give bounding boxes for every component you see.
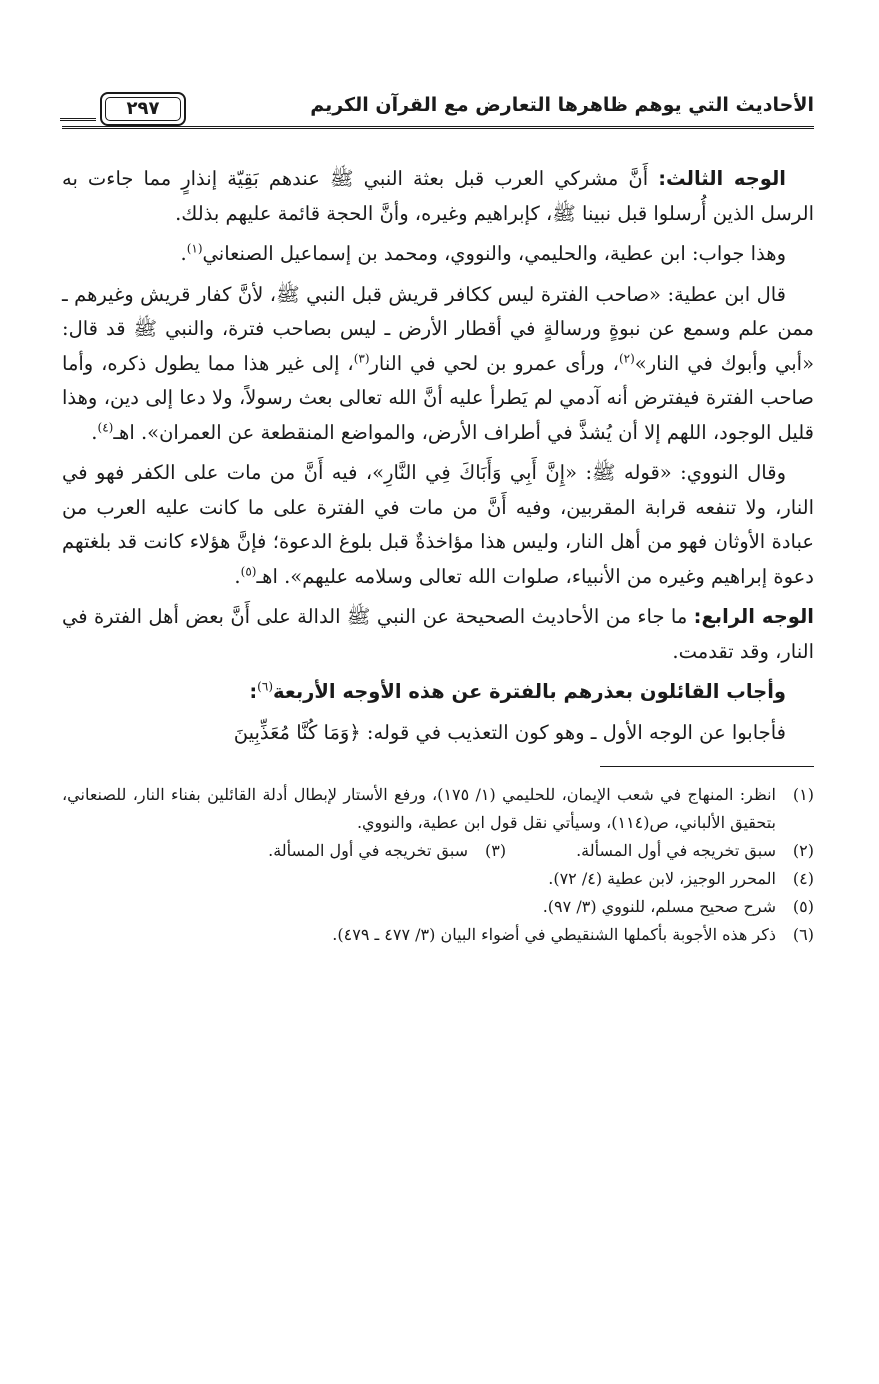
page-number: ٢٩٧	[126, 98, 160, 119]
nawawi-text: وقال النووي: «قوله ﷺ: «إِنَّ أَبِي وَأَبَاكَ فِي النَّارِ»، فيه أَنَّ من مات على الكفر فهو في النار، ولا تنفعه قرابة المقربين، وفيه أَنَّ من مات في الفترة على ما كانت عليه العرب من عبادة الأوثان فهو من أهل النار، وليس هذا مؤاخذةٌ قبل بلوغ الدعوة؛ فإنَّ هؤلاء كانت قد بلغتهم دعوة إبراهيم وغيره من الأنبياء، صلوات الله تعالى وسلامه عليهم». اهـ	[62, 461, 814, 588]
sentence-end: .	[234, 564, 241, 588]
sentence-end: .	[91, 420, 98, 444]
respondents-heading: وأجاب القائلون بعذرهم بالفترة عن هذه الأوجه الأربعة	[273, 680, 786, 703]
book-page	[62, 88, 814, 949]
header-left-rule	[60, 118, 96, 121]
fourth-aspect-heading: الوجه الرابع:	[693, 605, 814, 628]
footnote-text: سبق تخريجه في أول المسألة.	[576, 841, 776, 860]
paragraph-first-answer	[62, 716, 814, 751]
footnote-text: شرح صحيح مسلم، للنووي (٣/ ٩٧).	[542, 897, 776, 916]
ibn-atiyya-text-c: ، إلى غير هذا مما يطول ذكره، وأما صاحب الفترة فيفترض أنه آدمي لم يَطرأ عليه أنَّ الله تعالى بعث رسولاً، ولا دعا إلى دين، وهذا قليل الوجود، اللهم إلا أن يُشذَّ في أطراف الأرض، والمواضع المنقطعة عن العمران». اهـ	[62, 351, 814, 444]
paragraph-nawawi-quote	[62, 456, 814, 594]
footnote-number: (٢)	[792, 841, 814, 860]
footnote-number: (٣)	[484, 841, 507, 860]
page-number-box	[100, 92, 186, 126]
paragraph-fourth-aspect	[62, 600, 814, 669]
sentence-end: .	[180, 242, 187, 265]
paragraph-respondents-heading	[62, 675, 814, 710]
header-rule	[62, 126, 814, 129]
ibn-atiyya-text-b: ، ورأى عمرو بن لحي في النار	[369, 351, 619, 375]
footnote-3	[268, 837, 506, 865]
footnote-text: سبق تخريجه في أول المسألة.	[268, 841, 469, 860]
footnote-number: (٤)	[792, 869, 814, 888]
footnote-text: انظر: المنهاج في شعب الإيمان، للحليمي (١/ ١٧٥)، ورفع الأستار لإبطال أدلة القائلين بفناء النار، للصنعاني، بتحقيق الألباني، ص(١١٤)، وسيأتي نقل قول ابن عطية، والنووي.	[62, 785, 776, 832]
main-text	[62, 162, 814, 750]
footnote-5	[62, 893, 814, 921]
running-header	[62, 88, 814, 132]
footnote-separator	[600, 766, 814, 767]
footnote-6	[62, 921, 814, 949]
footnotes	[62, 781, 814, 949]
footnote-text: المحرر الوجيز، لابن عطية (٤/ ٧٢).	[548, 869, 776, 888]
footnote-ref-4[interactable]: (٤)	[97, 420, 114, 434]
third-aspect-text: أَنَّ مشركي العرب قبل بعثة النبي ﷺ عندهم بَقِيّة إنذارٍ مما جاءت به الرسل الذين أُرسلوا قبل نبينا ﷺ، كإبراهيم وغيره، وأنَّ الحجة قائمة عليهم بذلك.	[62, 167, 814, 225]
footnote-text: ذكر هذه الأجوبة بأكملها الشنقيطي في أضواء البيان (٣/ ٤٧٧ ـ ٤٧٩).	[332, 925, 776, 944]
fourth-aspect-text: ما جاء من الأحاديث الصحيحة عن النبي ﷺ الدالة على أَنَّ بعض أهل الفترة في النار، وقد تقدمت.	[62, 605, 814, 663]
ibn-atiyya-text-a: قال ابن عطية: «صاحب الفترة ليس ككافر قريش قبل النبي ﷺ، لأنَّ كفار قريش وغيرهم ـ ممن علم وسمع عن نبوةٍ ورسالةٍ في أقطار الأرض ـ ليس بصاحب فترة، والنبي ﷺ قد قال: «أبي وأبوك في النار»	[62, 282, 815, 375]
footnote-row-2-3	[62, 837, 814, 865]
paragraph-ibn-atiyya-quote	[62, 278, 814, 451]
footnote-4	[62, 865, 814, 893]
footnote-2	[576, 837, 814, 865]
heading-colon: :	[249, 680, 258, 703]
third-aspect-heading: الوجه الثالث:	[658, 167, 786, 190]
footnote-number: (٦)	[792, 925, 814, 944]
paragraph-third-aspect	[62, 162, 814, 231]
footnote-1	[62, 781, 814, 837]
first-answer-text: فأجابوا عن الوجه الأول ـ وهو كون التعذيب في قوله: ﴿وَمَا كُنَّا مُعَذِّبِينَ	[233, 720, 786, 744]
header-title: الأحاديث التي يوهم ظاهرها التعارض مع القرآن الكريم	[310, 94, 814, 116]
footnote-number: (١)	[792, 785, 814, 804]
footnote-ref-5[interactable]: (٥)	[240, 564, 257, 578]
footnote-ref-3[interactable]: (٣)	[353, 351, 370, 365]
footnote-ref-6[interactable]: (٦)	[257, 679, 273, 694]
footnote-number: (٥)	[792, 897, 814, 916]
footnote-ref-1[interactable]: (١)	[186, 241, 203, 256]
footnote-ref-2[interactable]: (٢)	[618, 351, 635, 365]
paragraph-answer-scholars	[62, 237, 814, 272]
answer-scholars-text: وهذا جواب: ابن عطية، والحليمي، والنووي، ومحمد بن إسماعيل الصنعاني	[202, 242, 786, 265]
